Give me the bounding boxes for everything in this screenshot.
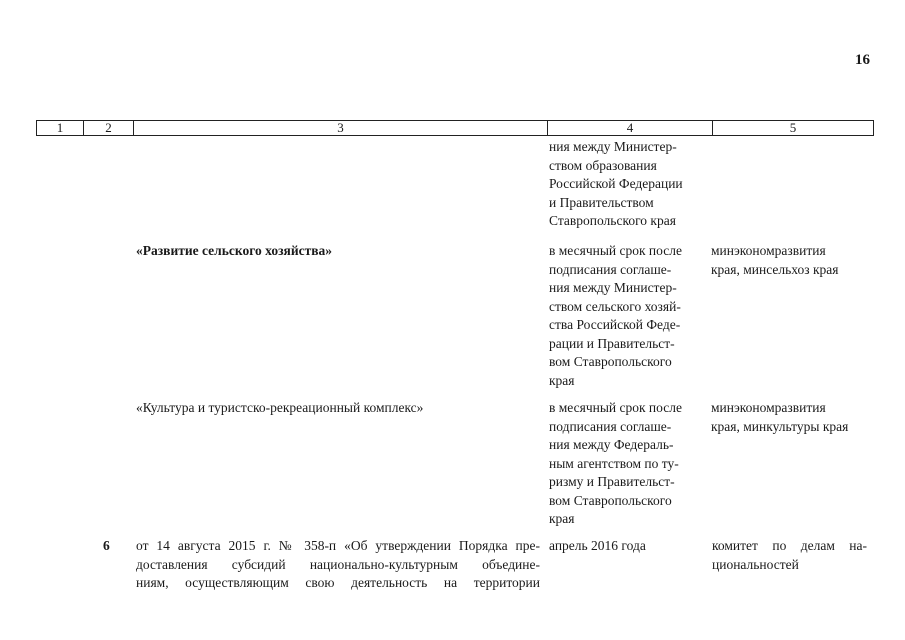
row-4-number: 6 [103,538,110,553]
row-3-col-5: минэкономразвития края, минкультуры края [711,400,849,434]
row-4-col-3: от 14 августа 2015 г. № 358-п «Об утверждении Порядка пре- доставления субсидий национально-культурным объедине- ниям, осуществляющим свою деятельность на территории [136,538,540,590]
table-header [36,120,874,136]
row-3-col-4: в месячный срок после подписания соглаше- ния между Федераль- ным агентством по ту- ризму и Правительст- вом Ставропольского края [549,400,682,526]
row-2-col-4: в месячный срок после подписания соглаше- ния между Министер- ством сельского хозяй- ства Российской Феде- рации и Правительст- вом Ставропольского края [549,243,682,388]
row-1-col-4: ния между Министер- ством образования Российской Федерации и Правительством Ставропольского края [549,139,683,228]
row-3-col-3: «Культура и туристско-рекреационный комплекс» [136,400,424,415]
page-number: 16 [855,52,870,68]
header-col-1: 1 [37,121,84,135]
header-col-5: 5 [789,120,797,135]
header-col-4: 4 [548,121,713,135]
header-col-2: 2 [84,121,134,135]
row-2-col-5: минэкономразвития края, минсельхоз края [711,243,839,277]
row-2-col-3: «Развитие сельского хозяйства» [136,243,333,258]
row-4-col-5: комитет по делам на- циональностей [712,538,867,572]
row-4-col-4: апрель 2016 года [549,538,646,553]
header-col-3: 3 [134,121,548,135]
